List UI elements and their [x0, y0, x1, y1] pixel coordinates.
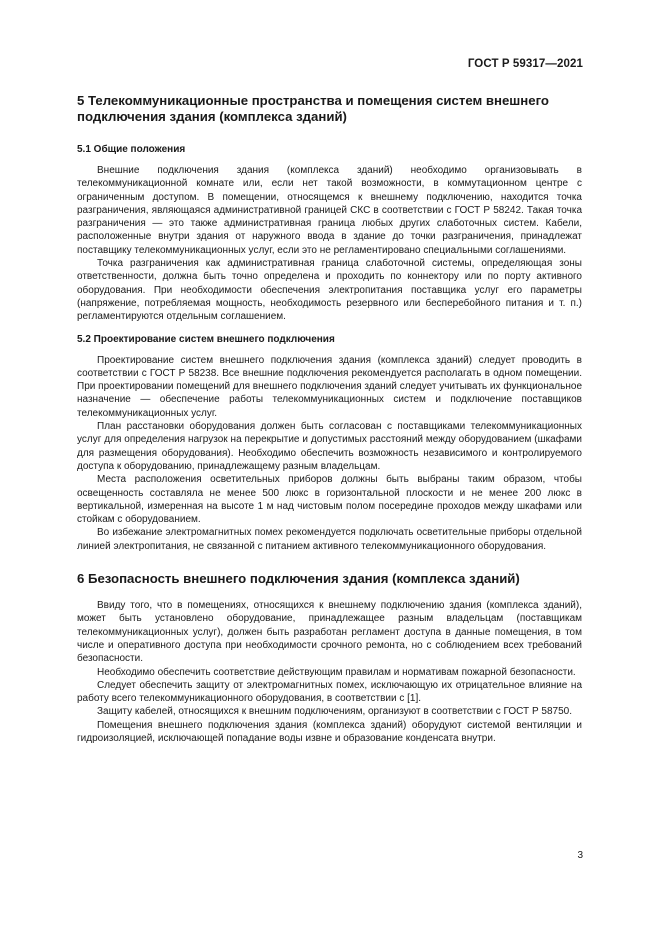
document-id-header: ГОСТ Р 59317—2021 — [467, 58, 583, 70]
page-number: 3 — [577, 850, 583, 861]
page-content — [77, 93, 582, 745]
section-5-heading: 5 Телекоммуникационные пространства и помещения систем внешнего подключения здания (комплекса зданий) — [77, 93, 549, 124]
subsection-5-2-heading: 5.2 Проектирование систем внешнего подключения — [77, 333, 335, 345]
paragraph: Защиту кабелей, относящихся к внешним подключениям, организуют в соответствии с ГОСТ Р 58750. — [97, 706, 572, 718]
paragraph: Необходимо обеспечить соответствие действующим правилам и нормативам пожарной безопасности. — [97, 666, 576, 678]
paragraph: Внешние подключения здания (комплекса зданий) необходимо организовывать в телекоммуникационной комнате или, если нет такой возможности, в коммутационном центре с ограниченным доступом. В помещении, относящемся к внешнему подключению, находится точка разграничения, являющаяся административной границей СКС в соответствии с ГОСТ Р 58242. Такая точка разграничения — это также административная граница любых других слаботочных систем. Кабели, расположенные внутри здания от наружного ввода в здание до точки разграничения, принадлежат поставщику телекоммуникационных услуг, если это не регламентировано специальными соглашениями. — [77, 165, 582, 256]
paragraph: Во избежание электромагнитных помех рекомендуется подключать осветительные приборы отдельной линией электропитания, не связанной с питанием активного телекоммуникационного оборудования. — [77, 527, 582, 552]
paragraph: Точка разграничения как административная граница слаботочной системы, определяющая зоны ответственности, должна быть точно определена и проходить по коннектору или по порту активного оборудования. При необходимости обеспечения электропитания поставщика услуг его параметры (напряжение, потребляемая мощность, необходимость резервного или бесперебойного питания и т. п.) регламентируются отдельным соглашением. — [77, 258, 582, 323]
paragraph: Следует обеспечить защиту от электромагнитных помех, исключающую их отрицательное влияние на работу всего телекоммуникационного оборудования, в соответствии с [1]. — [77, 679, 582, 705]
subsection-5-1-heading: 5.1 Общие положения — [77, 144, 186, 155]
paragraph: План расстановки оборудования должен быть согласован с поставщиками телекоммуникационных услуг для определения нагрузок на перекрытие и допустимых расстояний между оборудованием (шкафами для размещения оборудования). Необходимо обеспечить возможность независимого и контролируемого доступа к оборудованию, принадлежащему разным владельцам. — [77, 421, 582, 472]
paragraph: Места расположения осветительных приборов должны быть выбраны таким образом, чтобы освещенность составляла не менее 500 люкс в горизонтальной плоскости и не менее 200 люкс в вертикальной, измеренная на высоте 1 м над чистовым полом посередине проходов между шкафами или стойкам с оборудованием. — [77, 474, 582, 526]
section-6-heading: 6 Безопасность внешнего подключения здания (комплекса зданий) — [77, 571, 520, 587]
paragraph: Ввиду того, что в помещениях, относящихся к внешнему подключению здания (комплекса зданий), может быть установлено оборудование, принадлежащее разным владельцам (поставщикам телекоммуникационных услуг), должен быть разработан регламент доступа в данные помещения, в том числе и оперативного доступа при необходимости срочного ремонта, но с соблюдением всех требований безопасности. — [77, 600, 582, 665]
paragraph: Помещения внешнего подключения здания (комплекса зданий) оборудуют системой вентиляции и гидроизоляцией, исключающей попадание воды извне и образование конденсата внутри. — [77, 719, 582, 744]
paragraph: Проектирование систем внешнего подключения здания (комплекса зданий) следует проводить в соответствии с ГОСТ Р 58238. Все внешние подключения рекомендуется располагать в одном помещении. При проектировании помещений для внешнего подключения зданий следует учитывать их функциональное назначение — обеспечение работы телекоммуникационных систем и подключение поставщиков телекоммуникационных услуг. — [77, 354, 582, 419]
